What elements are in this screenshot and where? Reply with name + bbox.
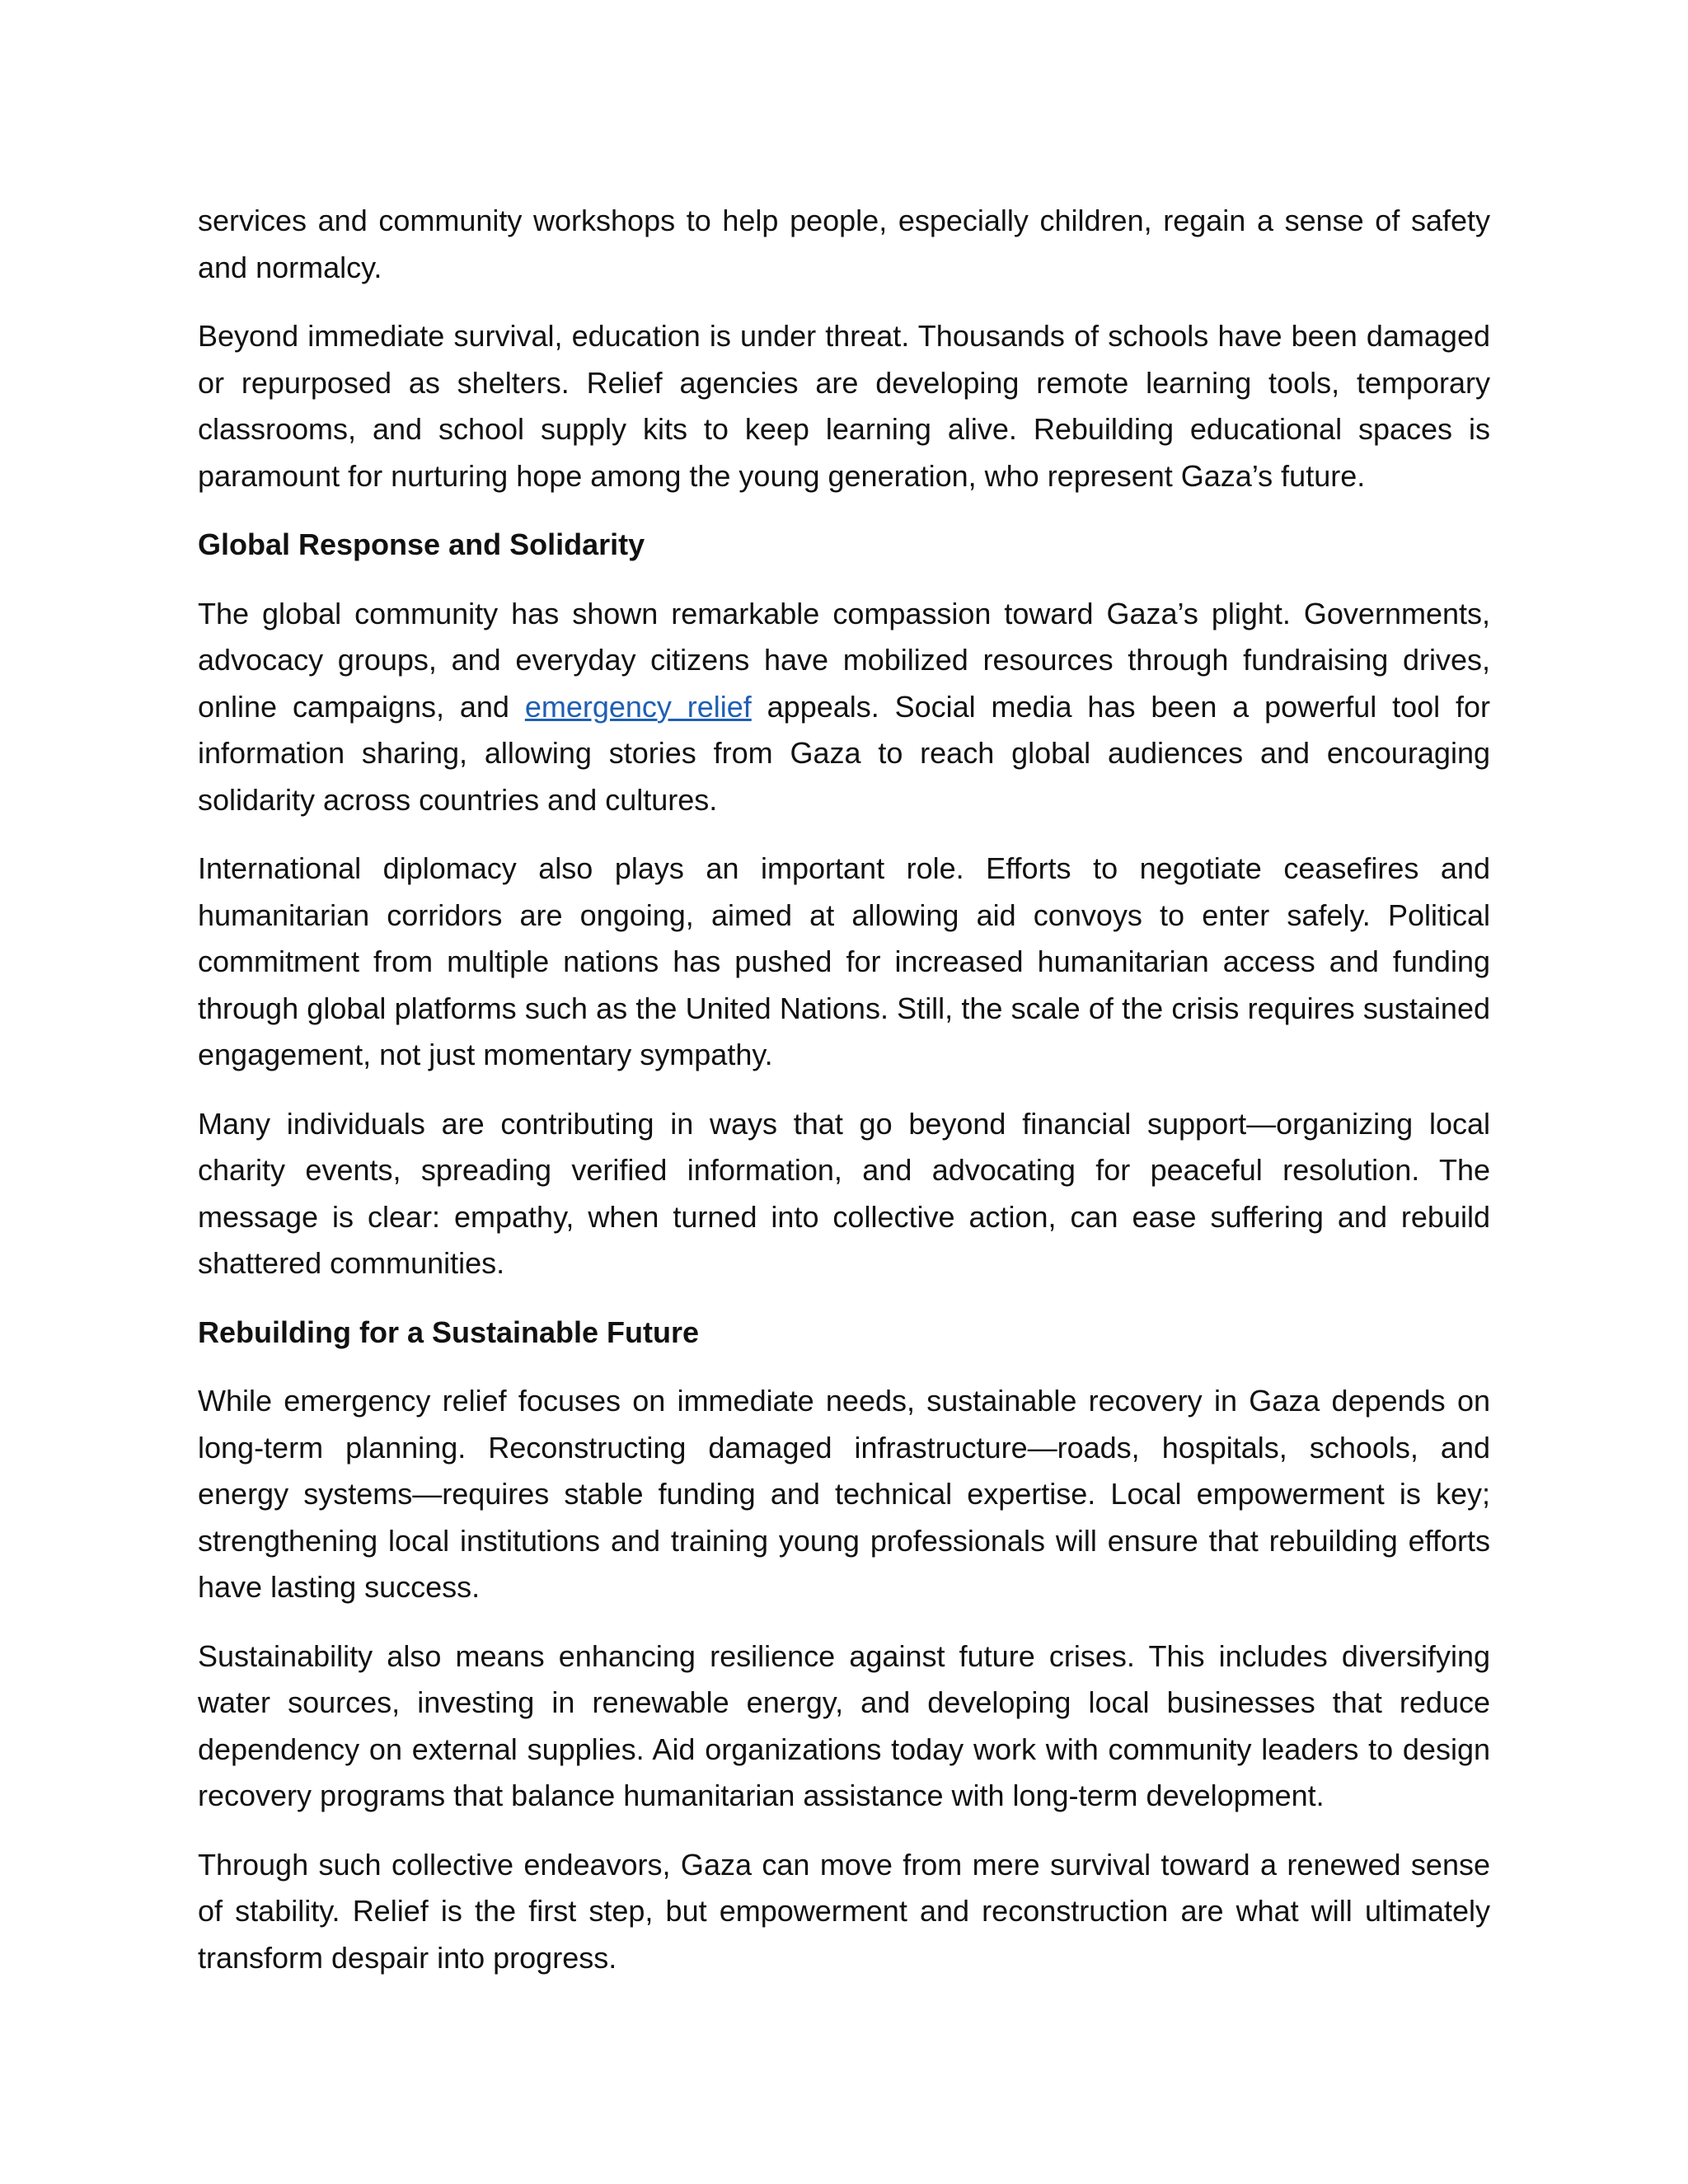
heading-rebuilding: Rebuilding for a Sustainable Future [198,1315,700,1349]
heading-global-response: Global Response and Solidarity [198,527,645,561]
paragraph-global-community-end: appeals. Social media has been a powerful tool for information sharing, allowing stories from Gaza to reach global audiences and encouraging solidarity across countries and cultures. [198,689,1490,817]
paragraph-education: Beyond immediate survival, education is under threat. Thousands of schools have been damaged or repurposed as shelters. Relief agencies are developing remote learning tools, temporary classrooms, and school supply kits to keep learning alive. Rebuilding educational spaces is paramount for nurturing hope among the young generation, who represent Gaza’s future. [198,319,1490,493]
paragraph-diplomacy: International diplomacy also plays an important role. Efforts to negotiate ceasefires and humanitarian corridors are ongoing, aimed at allowing aid convoys to enter safely. Political commitment from multiple nations has pushed for increased humanitarian access and funding through global platforms such as the United Nations. Still, the scale of the crisis requires sustained engagement, not just momentary sympathy. [198,851,1490,1071]
paragraph-sustainability: Sustainability also means enhancing resilience against future crises. This includes diversifying water sources, investing in renewable energy, and developing local businesses that reduce dependency on external supplies. Aid organizations today work with community leaders to design recovery programs that balance humanitarian assistance with long-term development. [198,1638,1490,1812]
paragraph-mental-health-continuation: services and community workshops to help people, especially children, regain a sense of safety and normalcy. [198,204,1490,284]
emergency-relief-link[interactable]: emergency relief [524,689,752,724]
paragraph-global-community [198,591,1490,824]
paragraph-global-community-start: The global community has shown remarkable compassion toward Gaza’s plight. Governments, advocacy groups, and everyday citizens have mobilized resources through fundraising drives, online campaigns, and [198,596,1490,724]
document-body [198,198,1490,1981]
paragraph-individual-contributions: Many individuals are contributing in ways that go beyond financial support—organizing local charity events, spreading verified information, and advocating for peaceful resolution. The message is clear: empathy, when turned into collective action, can ease suffering and rebuild shattered communities. [198,1106,1490,1280]
paragraph-long-term-planning: While emergency relief focuses on immediate needs, sustainable recovery in Gaza depends on long-term planning. Reconstructing damaged infrastructure—roads, hospitals, schools, and energy systems—requires stable funding and technical expertise. Local empowerment is key; strengthening local institutions and training young professionals will ensure that rebuilding efforts have lasting success. [198,1384,1490,1604]
paragraph-conclusion: Through such collective endeavors, Gaza can move from mere survival toward a renewed sense of stability. Relief is the first step, but empowerment and reconstruction are what will ultimately transform despair into progress. [198,1847,1490,1975]
